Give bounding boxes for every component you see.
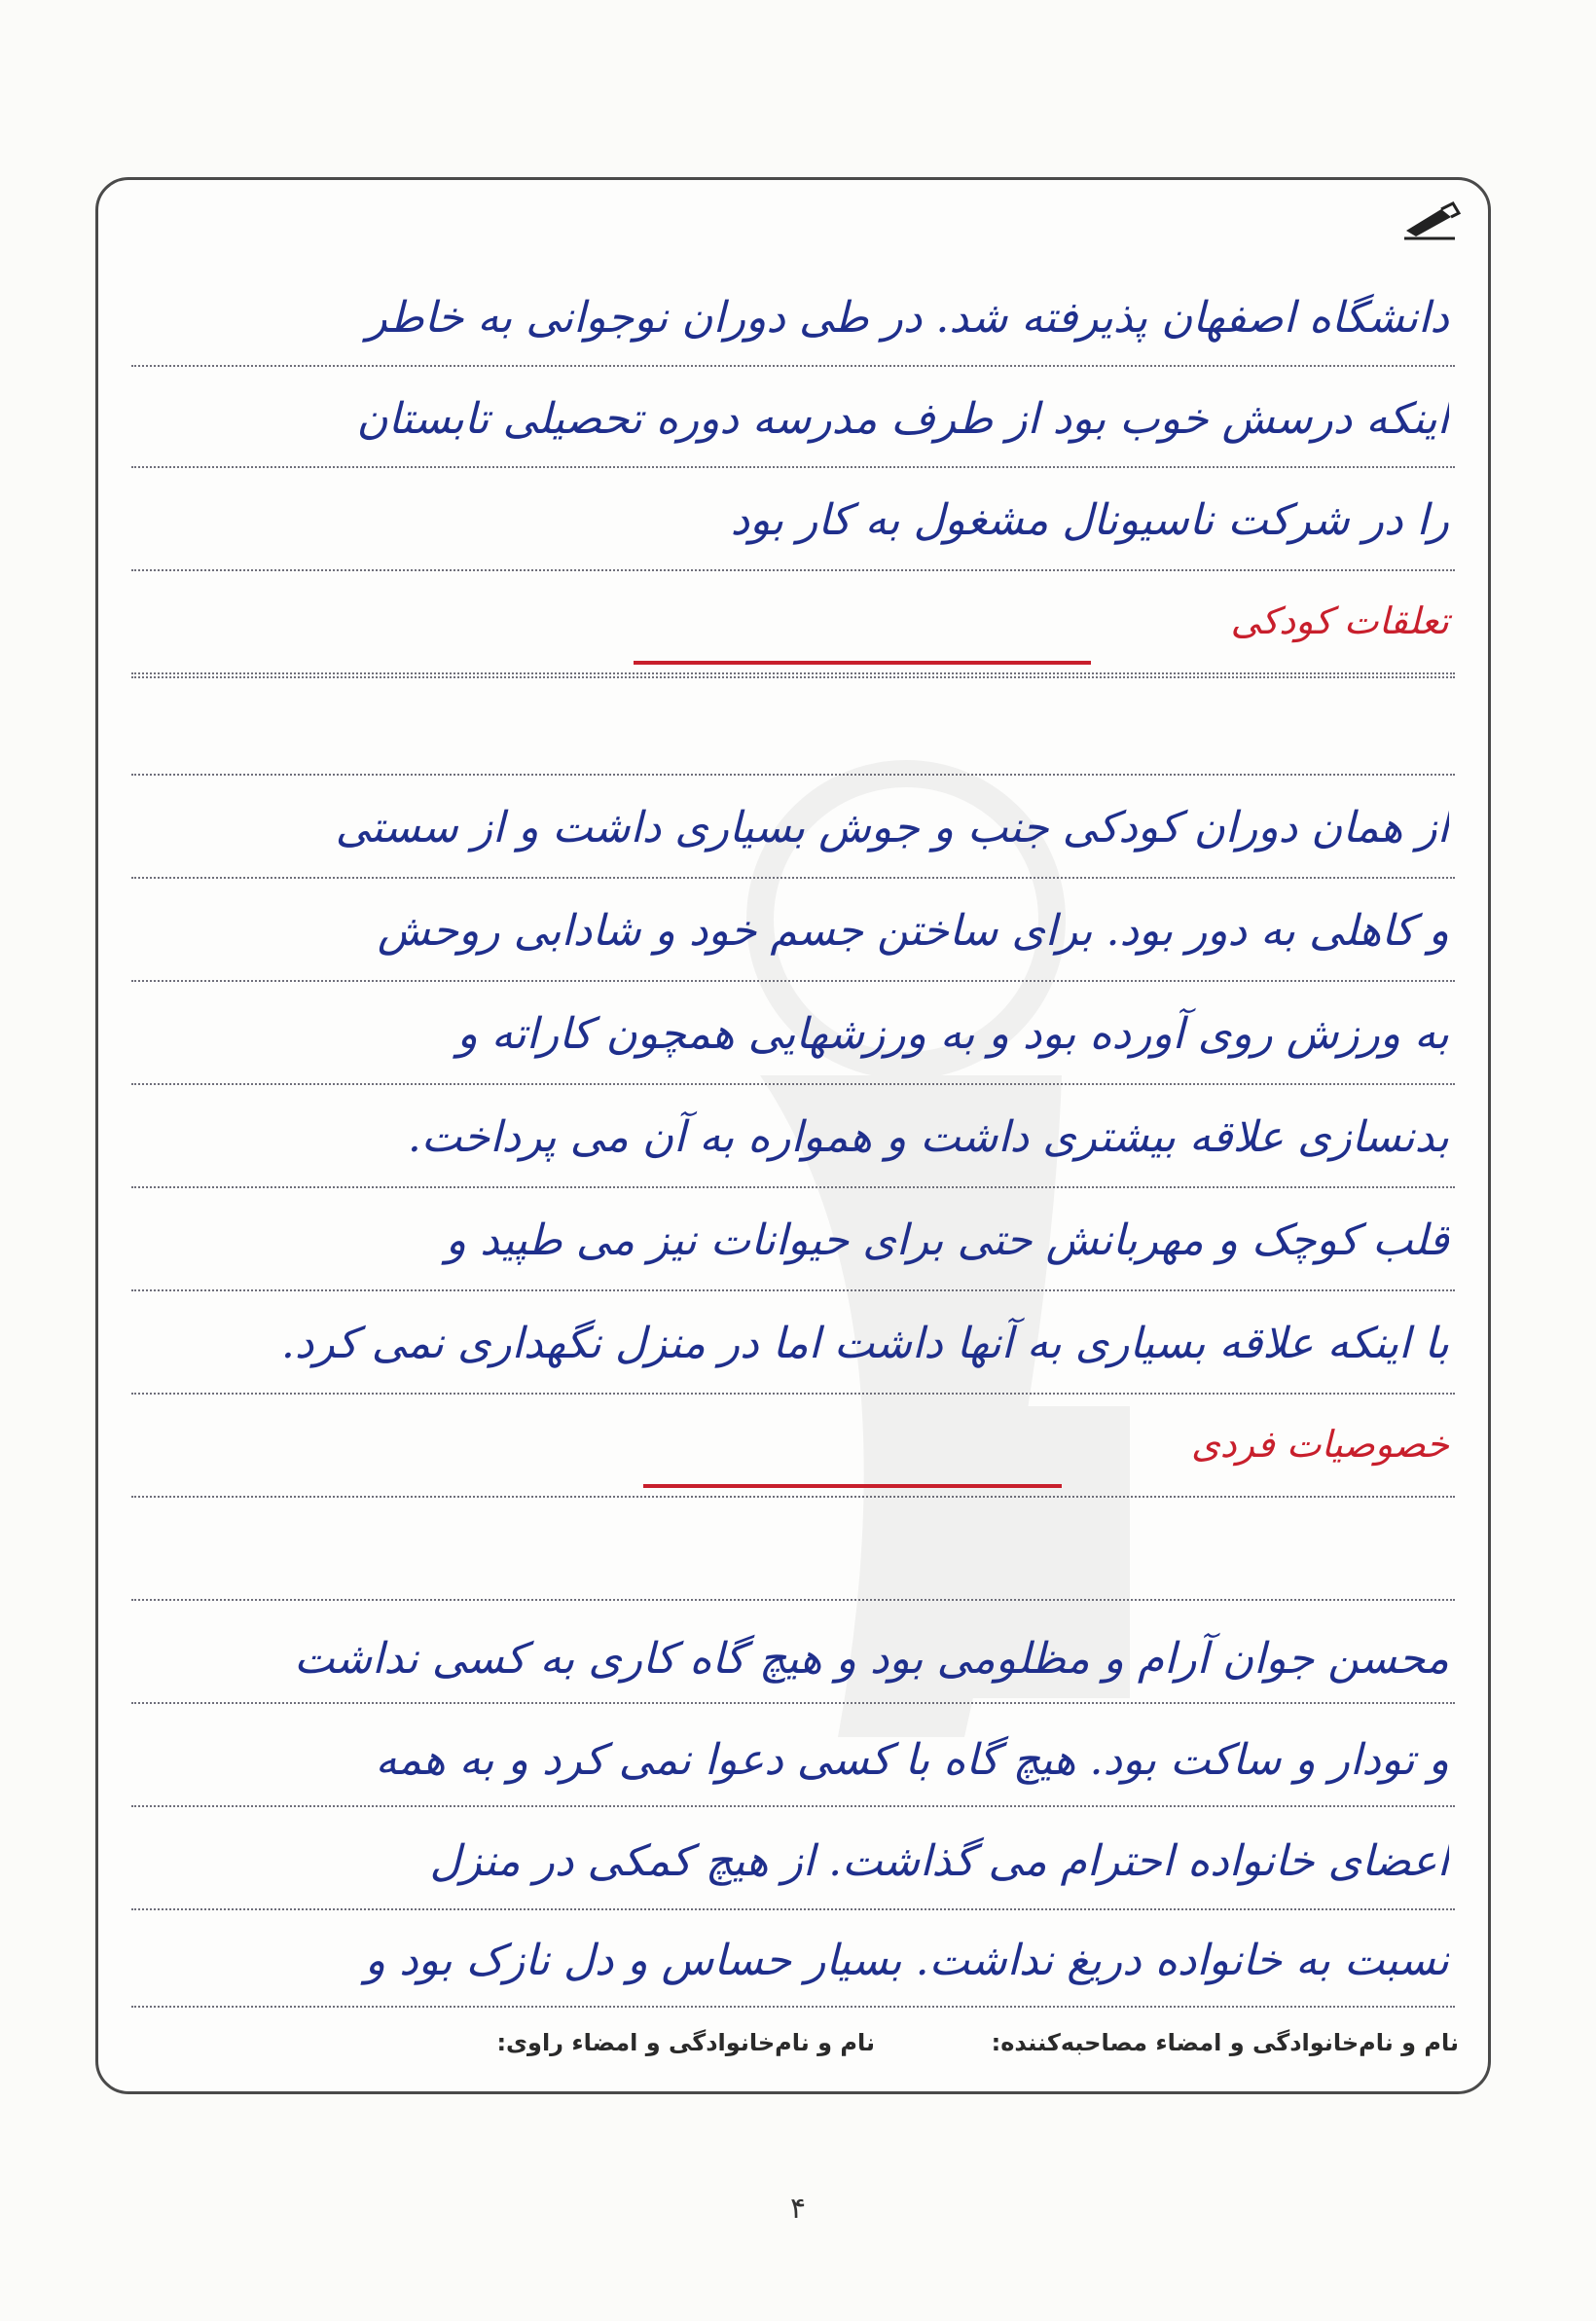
handwritten-line: قلب کوچک و مهربانش حتی برای حیوانات نیز می طپید و [445,1215,1449,1265]
ruled-line [131,1805,1455,1807]
heading-underline [643,1484,1062,1488]
handwritten-line: اینکه درسش خوب بود از طرف مدرسه دوره تحصیلی تابستان [356,394,1449,444]
ruled-line [131,1083,1455,1085]
ruled-line [131,877,1455,879]
signature-footer [127,2015,1459,2074]
pen-icon [1402,201,1465,240]
ruled-line [131,672,1455,674]
section-heading: خصوصیات فردی [1190,1423,1449,1466]
ruled-line [131,569,1455,571]
ruled-line [131,1393,1455,1395]
page-number: ۴ [789,2192,807,2226]
ruled-line [131,676,1455,678]
ruled-line [131,774,1455,776]
handwritten-line: با اینکه علاقه بسیاری به آنها داشت اما در منزل نگهداری نمی کرد. [280,1319,1449,1368]
handwritten-line: به ورزش روی آورده بود و به ورزشهایی همچون کاراته و [456,1009,1449,1059]
ruled-line [131,1599,1455,1601]
section-heading: تعلقات کودکی [1230,599,1449,642]
handwritten-line: محسن جوان آرام و مظلومی بود و هیچ گاه کاری به کسی نداشت [294,1634,1449,1684]
ruled-line [131,1908,1455,1910]
handwritten-line: از همان دوران کودکی جنب و جوش بسیاری داشت و از سستی [335,803,1449,852]
ruled-line [131,1186,1455,1188]
ruled-line [131,365,1455,367]
handwritten-line: بدنسازی علاقه بیشتری داشت و همواره به آن می پرداخت. [407,1112,1449,1162]
ruled-line [131,1289,1455,1291]
ruled-line [131,1496,1455,1498]
handwritten-line: و کاهلی به دور بود. برای ساختن جسم خود و شادابی روحش [377,906,1449,956]
interviewer-signature-label: نام و نام‌خانوادگی و امضاء مصاحبه‌کننده: [991,2029,1459,2056]
handwritten-line: اعضای خانواده احترام می گذاشت. از هیچ کمکی در منزل [429,1836,1449,1886]
form-sheet [95,177,1491,2094]
narrator-signature-label: نام و نام‌خانوادگی و امضاء راوی: [496,2029,875,2056]
heading-underline [634,661,1091,665]
handwritten-line: دانشگاه اصفهان پذیرفته شد. در طی دوران نوجوانی به خاطر [366,293,1449,343]
handwritten-line: نسبت به خانواده دریغ نداشت. بسیار حساس و دل نازک بود و [364,1936,1449,1985]
ruled-line [131,980,1455,982]
handwritten-line: و تودار و ساکت بود. هیچ گاه با کسی دعوا نمی کرد و به همه [375,1735,1449,1785]
ruled-line [131,2006,1455,2008]
handwritten-line: را در شرکت ناسیونال مشغول به کار بود [730,495,1449,545]
ruled-line [131,466,1455,468]
